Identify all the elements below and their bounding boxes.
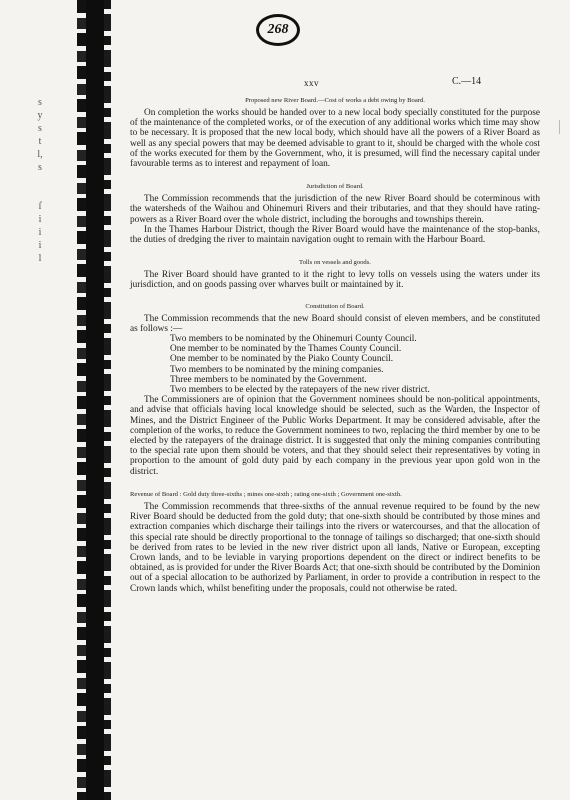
margin-mark: l bbox=[38, 253, 42, 264]
margin-mark: l, bbox=[37, 149, 43, 160]
list-item: One member to be nominated by the Thames County Council. bbox=[170, 344, 402, 355]
margin-mark: t bbox=[38, 136, 42, 147]
margin-mark: s bbox=[38, 123, 42, 134]
margin-marks-top bbox=[34, 96, 46, 174]
section-heading-jurisdiction: Jurisdiction of Board. bbox=[306, 183, 364, 191]
paragraph-river-board: On completion the works should be handed over to a new local body specially constituted for the purpose of the maintenance of the completed works, or of the execution of any additional works which time may show to be necessary. It is proposed that the new local body, which should have all the powers of a River Board as well as any special powers that may be deemed advisable to grant to it, should be charged with the whole cost of the works executed for them by the Government, who, it is presumed, will find the necessary capital under favourable terms as to interest and repayment of loan. bbox=[130, 108, 540, 170]
page-stamp: 268 bbox=[256, 14, 300, 46]
paragraph-jurisdiction-2: In the Thames Harbour District, though the River Board would have the maintenance of the stop-banks, the duties of dredging the river to maintain navigation ought to remain with the Harbour Board. bbox=[130, 224, 540, 246]
page-number: xxv bbox=[304, 78, 319, 88]
margin-mark: ſ bbox=[38, 201, 42, 212]
margin-rule bbox=[559, 120, 564, 134]
list-item: Three members to be nominated by the Government. bbox=[170, 374, 367, 385]
list-item: One member to be nominated by the Piako County Council. bbox=[170, 354, 394, 365]
margin-mark: s bbox=[38, 162, 42, 173]
margin-mark: i bbox=[38, 240, 42, 251]
document-reference: C.—14 bbox=[452, 76, 482, 87]
margin-mark: i bbox=[38, 214, 42, 225]
paragraph-revenue: The Commission recommends that three-sixths of the annual revenue required to be found by the new River Board should be deducted from the gold duty; that one-sixth should be contributed by those mines and extraction companies which discharge their tailings into the rivers or watercourses, and that the allocation of this special rate should be directly proportional to the tonnage of tailings so discharged; that one-sixth should be derived from rates to be levied in the new river district upon all lands, Native or European, excepting Crown lands, and to be leviable in varying proportions dependent on the direct or indirect benefits to be obtained, as is provided for under the River Boards Act; that one-sixth should be contributed by the Dominion out of a special allocation to be authorized by Parliament, in order to provide a contribution in respect to the Crown lands which, whilst benefiting under the proposals, could not otherwise be rated. bbox=[130, 501, 540, 594]
margin-mark: s bbox=[38, 97, 42, 108]
section-heading-revenue: Revenue of Board : Gold duty three-sixths ; mines one-sixth ; rating one-sixth ; Government one-sixth. bbox=[130, 490, 402, 498]
list-item: Two members to be nominated by the Ohinemuri County Council. bbox=[170, 334, 417, 345]
paragraph-tolls: The River Board should have granted to it the right to levy tolls on vessels using the waters under its jurisdiction, and on goods passing over wharves built or maintained by it. bbox=[130, 270, 540, 291]
board-members-list bbox=[170, 334, 540, 395]
section-heading-tolls: Tolls on vessels and goods. bbox=[299, 259, 371, 267]
list-item: Two members to be nominated by the mining companies. bbox=[170, 364, 384, 375]
page-binding-edge bbox=[84, 0, 106, 800]
document-body bbox=[130, 96, 540, 594]
paragraph-jurisdiction-1: The Commission recommends that the jurisdiction of the new River Board should be coterminous with the watersheds of the Waihou and Ohinemuri Rivers and their tributaries, and that they should have rating-powers as a River Board over the whole district, including the boroughs and townships therein. bbox=[130, 194, 540, 225]
paragraph-constitution-closing: The Commissioners are of opinion that the Government nominees should be non-political appointments, and advise that officials having local knowledge should be selected, such as the Warden, the Inspector of Mines, and the District Engineer of the Public Works Department. It may be considered advisable, after the completion of the works, to reduce the Government nominees to two, replacing the third member by one to be elected by the ratepayers of the drainage district. It is suggested that only the mining companies contributing to the special rate upon them should be voters, and that they should select their representatives by voting in proportion to the amount of gold duty paid by each company in the previous year upon gold won in the district. bbox=[130, 395, 540, 477]
section-heading-river-board: Proposed new River Board.—Cost of works a debt owing by Board. bbox=[245, 97, 425, 104]
margin-mark: i bbox=[38, 227, 42, 238]
margin-marks-bottom bbox=[34, 200, 46, 265]
section-heading-constitution: Constitution of Board. bbox=[305, 302, 365, 310]
paragraph-constitution-intro: The Commission recommends that the new Board should consist of eleven members, and be constituted as follows :— bbox=[130, 313, 540, 334]
list-item: Two members to be elected by the ratepayers of the new river district. bbox=[170, 385, 430, 396]
margin-mark: y bbox=[37, 110, 43, 121]
